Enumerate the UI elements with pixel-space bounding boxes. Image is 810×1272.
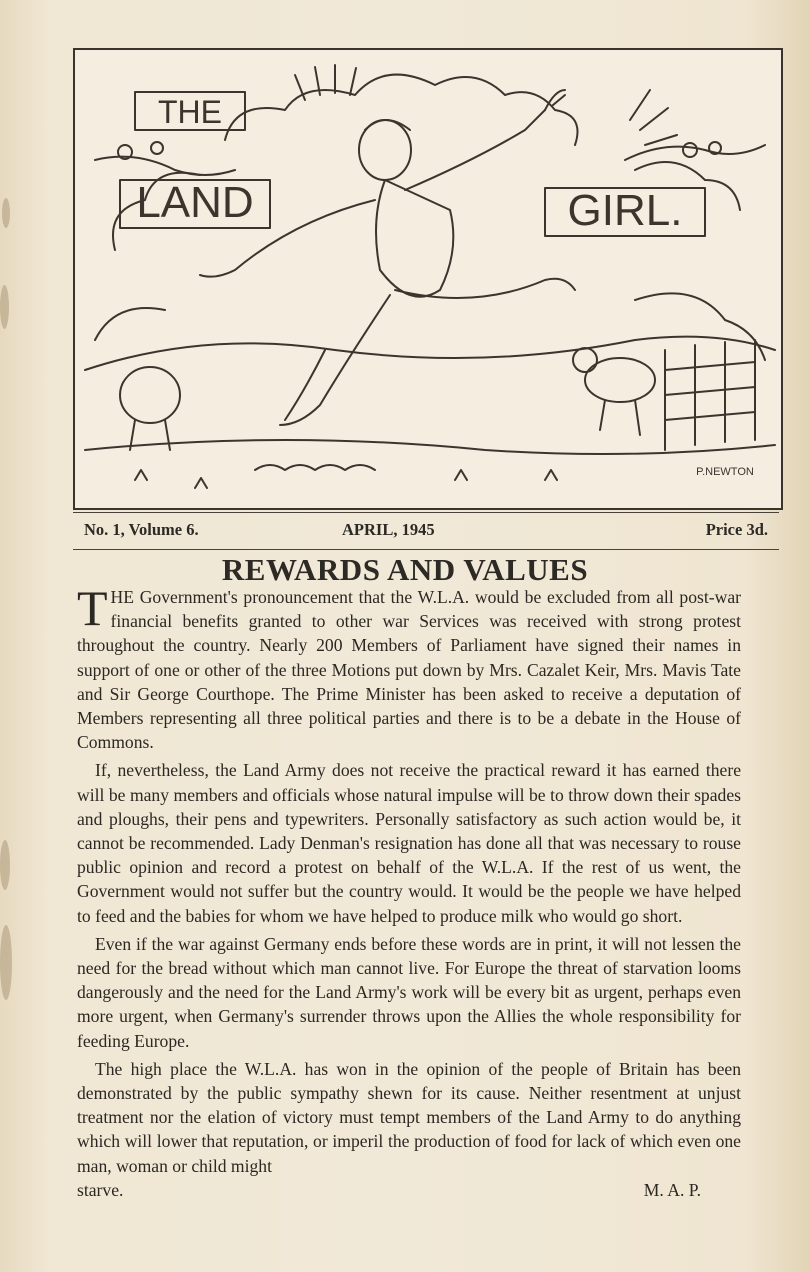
issue-date: APRIL, 1945 bbox=[342, 520, 435, 539]
issue-rule-top bbox=[73, 512, 779, 513]
edge-stain bbox=[0, 840, 10, 890]
masthead-illustration bbox=[73, 48, 783, 510]
issue-price: Price 3d. bbox=[705, 520, 768, 539]
author-signature: M. A. P. bbox=[643, 1179, 701, 1200]
article-headline: REWARDS AND VALUES bbox=[221, 552, 589, 587]
title-word-3: GIRL. bbox=[567, 186, 683, 235]
edge-stain bbox=[0, 285, 9, 329]
article-paragraph-4: The high place the W.L.A. has won in the opinion of the people of Britain has been demonstrated by the public sympathy shewn for its cause. Neither resentment at unjust treatment nor the elation of victory must tempt members of the Land Army to do anything which will lower that reputation, or imperil the production of food for lack of which even one man, woman or child might bbox=[77, 1058, 741, 1176]
closing-line bbox=[77, 1178, 741, 1202]
article-paragraph-2: If, nevertheless, the Land Army does not receive the practical reward it has earned there will be many members and officials whose natural impulse will be to throw down their spades and ploughs, their pens and typewriters. Personally satisfactory as such action would be, it cannot be recommended. Lady Denman's resignation has done all that was necessary to rouse public opinion and record a protest on behalf of the W.L.A. If the rest of us went, the Government would not suffer but the country would. It would be the people we have helped to feed and the babies for whom we have helped to produce milk who would go short. bbox=[77, 760, 741, 926]
title-word-2: LAND bbox=[136, 178, 254, 227]
issue-number-volume: No. 1, Volume 6. bbox=[84, 520, 199, 539]
issue-rule-bottom bbox=[73, 549, 779, 550]
artist-credit: P.NEWTON bbox=[696, 466, 754, 478]
paragraph-4-end: starve. bbox=[77, 1179, 124, 1200]
article-paragraph-3: Even if the war against Germany ends before these words are in print, it will not lessen the need for the bread without which man cannot live. For Europe the threat of starvation looms dangerously and the need for the Land Army's work will be every bit as urgent, perhaps even more urgent, when Germany's surrender throws upon the Allies the whole responsibility for feeding Europe. bbox=[77, 933, 741, 1051]
article-body bbox=[77, 580, 741, 1202]
drop-cap: T bbox=[77, 580, 108, 636]
edge-stain bbox=[2, 198, 10, 228]
article-paragraph-1 bbox=[77, 580, 741, 754]
title-word-1: THE bbox=[158, 94, 222, 130]
land-girl-drawing bbox=[75, 50, 781, 508]
edge-stain bbox=[0, 925, 12, 1000]
paragraph-1-text: HE Government's pronouncement that the W.L.A. would be excluded from all post-war financial benefits granted to other war Services was received with strong protest throughout the country. Nearly 200 Members of Parliament have signed their names in support of one or other of the three Motions put down by Mrs. Cazalet Keir, Mrs. Mavis Tate and Sir George Courthope. The Prime Minister has been asked to receive a deputation of Members representing all three political parties and there is to be a debate in the House of Commons. bbox=[77, 587, 741, 753]
